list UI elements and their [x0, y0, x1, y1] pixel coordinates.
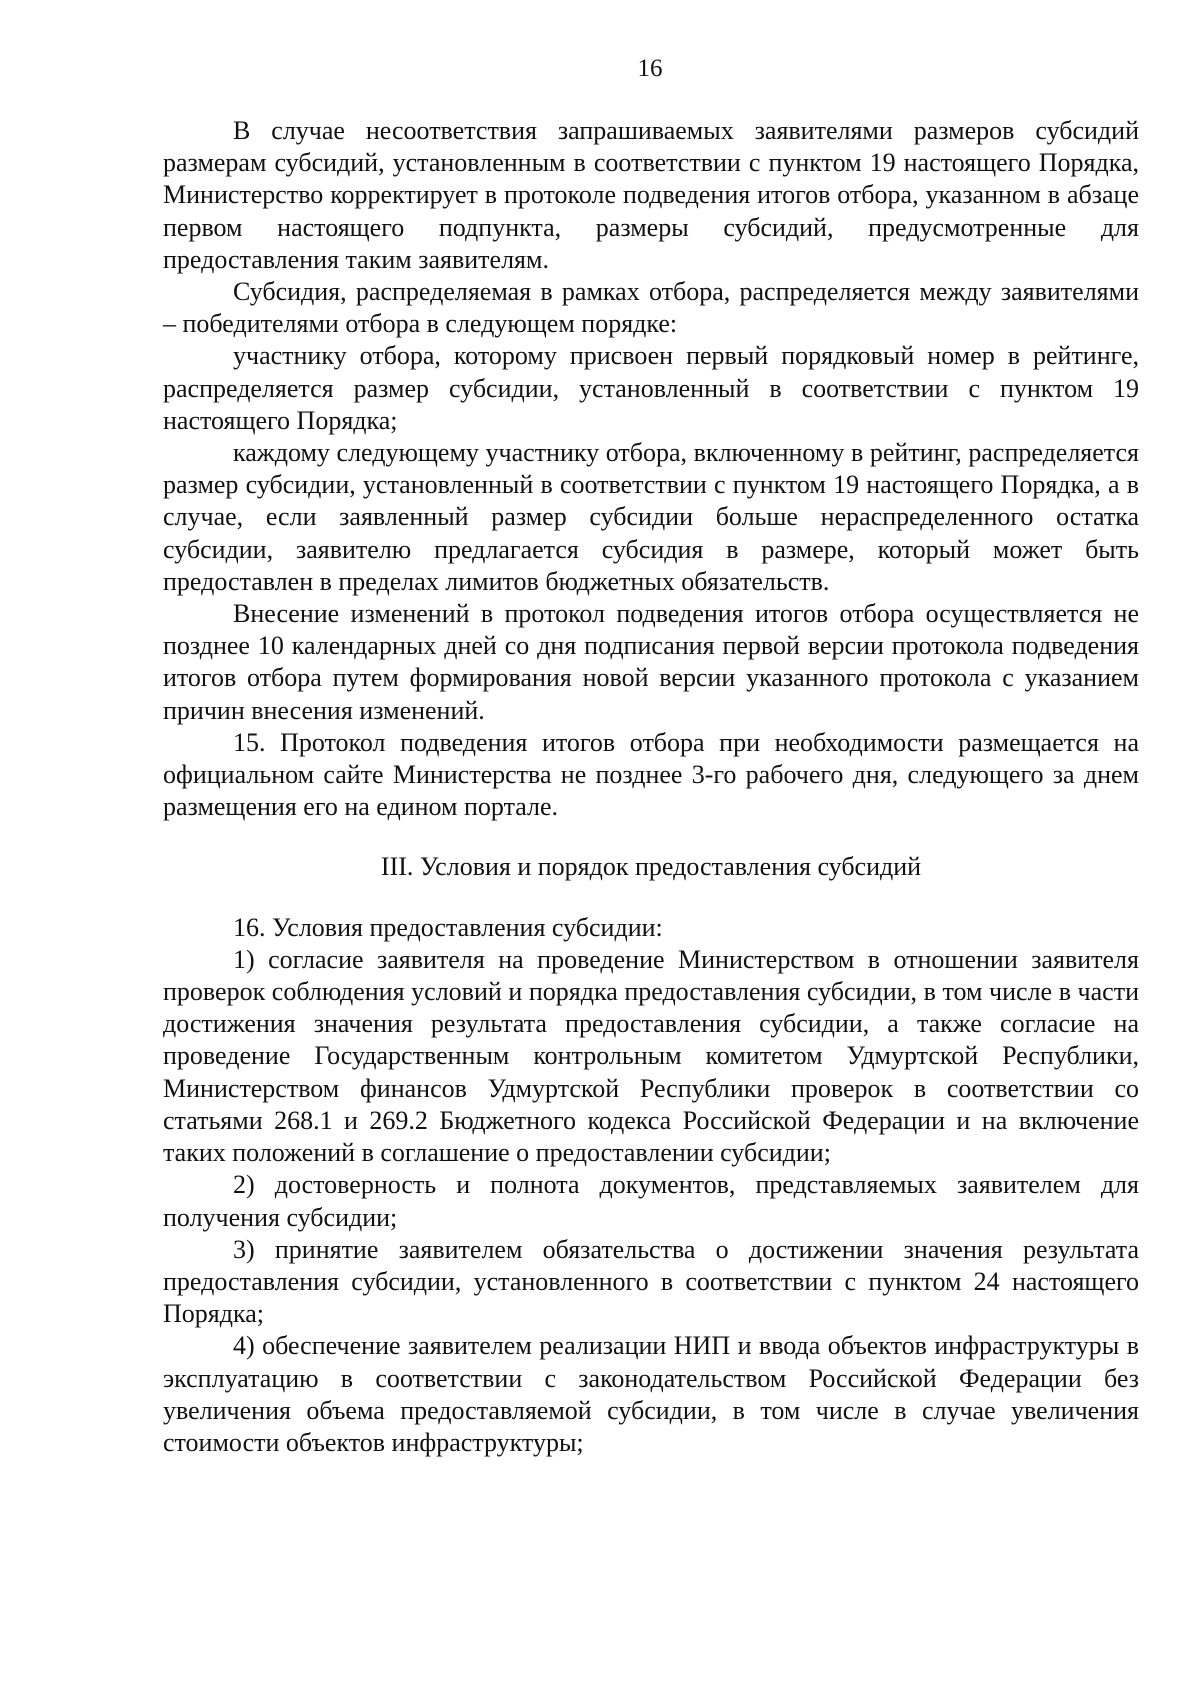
paragraph-item-15: 15. Протокол подведения итогов отбора при необходимости размещается на официальном сайте Министерства не позднее 3-го рабочего дня, следующего за днем размещения его на едином портале.	[163, 727, 1139, 822]
paragraph-subsidy-distribution: Субсидия, распределяемая в рамках отбора, распределяется между заявителями – победителями отбора в следующем порядке:	[163, 277, 1139, 339]
page-number: 16	[637, 55, 663, 82]
paragraph-item-16: 16. Условия предоставления субсидии:	[233, 912, 663, 942]
paragraph-condition-2: 2) достоверность и полнота документов, представляемых заявителем для получения субсидии;	[163, 1170, 1139, 1232]
paragraph-protocol-changes: Внесение изменений в протокол подведения итогов отбора осуществляется не позднее 10 календарных дней со дня подписания первой версии протокола подведения итогов отбора путем формирования новой версии указанного протокола с указанием причин внесения изменений.	[163, 599, 1139, 725]
paragraph-condition-4: 4) обеспечение заявителем реализации НИП и ввода объектов инфраструктуры в эксплуатацию в соответствии с законодательством Российской Федерации без увеличения объема предоставляемой субсидии, в том числе в случае увеличения стоимости объектов инфраструктуры;	[163, 1331, 1139, 1457]
paragraph-condition-3: 3) принятие заявителем обязательства о достижении значения результата предоставления субсидии, установленного в соответствии с пунктом 24 настоящего Порядка;	[163, 1234, 1139, 1329]
paragraph-condition-1: 1) согласие заявителя на проведение Министерством в отношении заявителя проверок соблюдения условий и порядка предоставления субсидии, в том числе в части достижения значения результата предоставления субсидии, а также согласие на проведение Государственным контрольным комитетом Удмуртской Республики, Министерством финансов Удмуртской Республики проверок в соответствии со статьями 268.1 и 269.2 Бюджетного кодекса Российской Федерации и на включение таких положений в соглашение о предоставлении субсидии;	[163, 944, 1139, 1168]
document-body	[163, 115, 1139, 1459]
section-heading: III. Условия и порядок предоставления субсидий	[380, 852, 922, 882]
paragraph-subsidy-mismatch: В случае несоответствия запрашиваемых заявителями размеров субсидий размерам субсидий, установленным в соответствии с пунктом 19 настоящего Порядка, Министерство корректирует в протоколе подведения итогов отбора, указанном в абзаце первом настоящего подпункта, размеры субсидий, предусмотренные для предоставления таким заявителям.	[163, 116, 1139, 274]
paragraph-first-participant: участнику отбора, которому присвоен первый порядковый номер в рейтинге, распределяется размер субсидии, установленный в соответствии с пунктом 19 настоящего Порядка;	[163, 341, 1139, 435]
paragraph-next-participant: каждому следующему участнику отбора, включенному в рейтинг, распределяется размер субсидии, установленный в соответствии с пунктом 19 настоящего Порядка, а в случае, если заявленный размер субсидии больше нераспределенного остатка субсидии, заявителю предлагается субсидия в размере, который может быть предоставлен в пределах лимитов бюджетных обязательств.	[163, 438, 1139, 596]
